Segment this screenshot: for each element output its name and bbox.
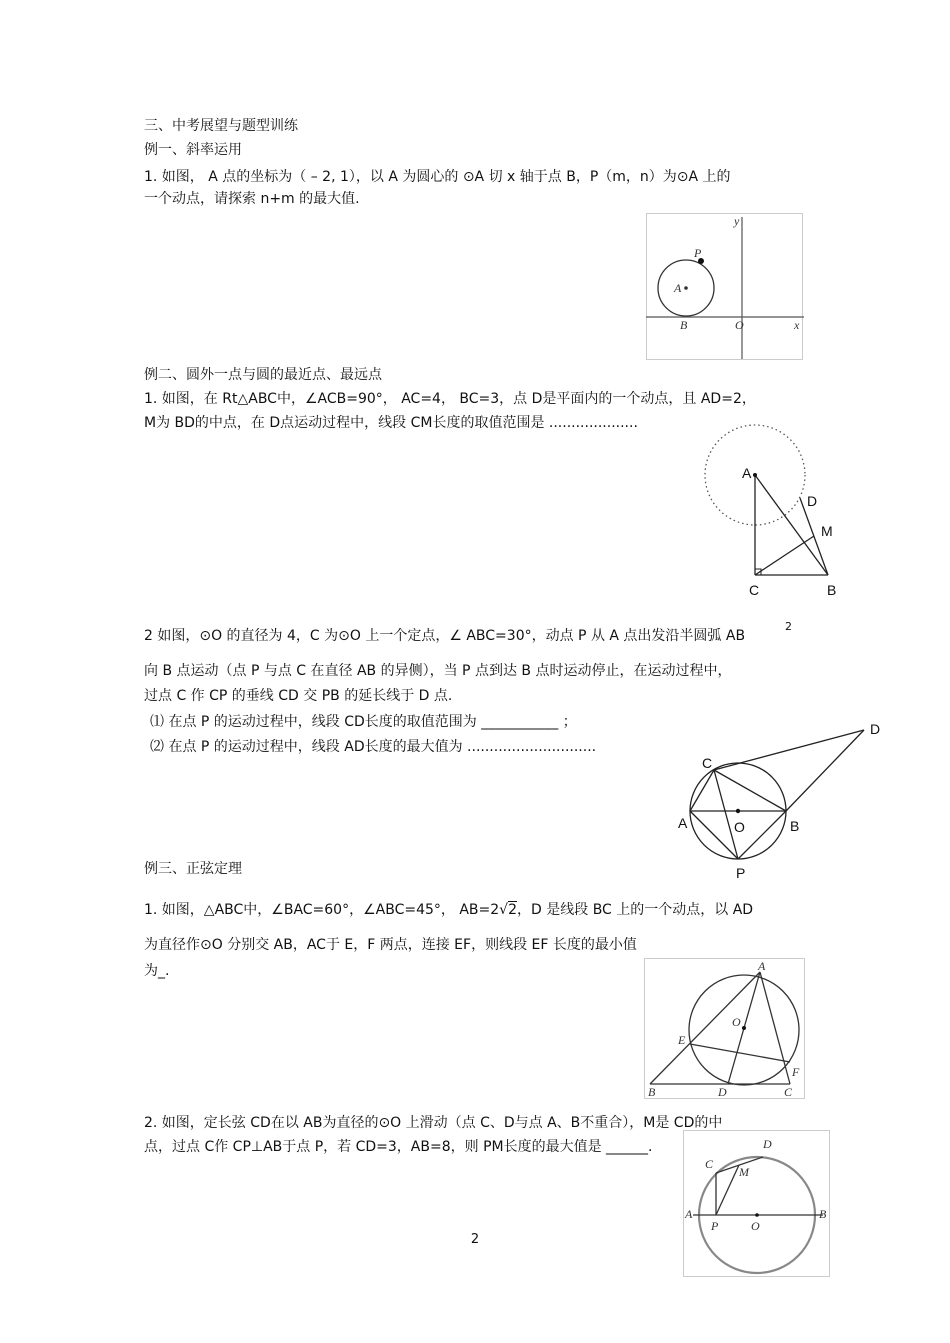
label-a: A bbox=[674, 281, 682, 295]
ex3-q1-text-post: ，D 是线段 BC 上的一个动点，以 AD bbox=[517, 902, 754, 918]
label-a: A bbox=[678, 815, 688, 831]
label-x: x bbox=[794, 318, 800, 332]
label-m: M bbox=[821, 523, 833, 539]
example-3-heading: 例三、正弦定理 bbox=[144, 861, 242, 877]
label-c: C bbox=[749, 582, 760, 598]
ex2-q2-sub1: ⑴ 在点 P 的运动过程中，线段 CD长度的取值范围为 ___________ ； bbox=[150, 714, 577, 730]
label-b: B bbox=[790, 818, 800, 834]
sqrt-symbol: √2 bbox=[499, 902, 518, 918]
label-d: D bbox=[807, 493, 818, 509]
ex3-q1-text-pre: 1. 如图，△ABC中，∠BAC=60°，∠ABC=45°， AB=2 bbox=[144, 902, 500, 918]
ex3-q1-line3: 为_. bbox=[144, 963, 170, 979]
label-d: D bbox=[763, 1137, 772, 1151]
ex1-q1-line2: 一个动点，请探索 n+m 的最大值. bbox=[144, 191, 360, 207]
label-d: D bbox=[870, 721, 881, 737]
ex2-q2-line2: 向 B 点运动（点 P 与点 C 在直径 AB 的异侧），当 P 点到达 B 点时运动停止，在运动过程中， bbox=[144, 663, 732, 679]
label-m: M bbox=[739, 1165, 749, 1179]
ex2-q1-line2: M为 BD的中点，在 D点运动过程中，线段 CM长度的取值范围是 .................... bbox=[144, 415, 638, 431]
label-p: P bbox=[711, 1219, 719, 1233]
label-o: O bbox=[751, 1219, 760, 1233]
label-b: B bbox=[680, 318, 688, 332]
ex3-figure-2 bbox=[683, 1130, 833, 1280]
label-f: F bbox=[792, 1065, 800, 1079]
ex2-figure-2 bbox=[670, 716, 890, 886]
page-number: 2 bbox=[470, 1232, 480, 1247]
label-c: C bbox=[705, 1157, 714, 1171]
ex3-q2-line2: 点，过点 C作 CP⊥AB于点 P，若 CD=3，AB=8，则 PM长度的最大值是 ______. bbox=[144, 1139, 653, 1155]
ex3-q2-line1: 2. 如图，定长弦 CD在以 AB为直径的⊙O 上滑动（点 C、D与点 A、B不重合），M是 CD的中 bbox=[144, 1115, 723, 1131]
ex3-q1-line2: 为直径作⊙O 分别交 AB，AC于 E，F 两点，连接 EF，则线段 EF 长度的最小值 bbox=[144, 937, 637, 953]
label-a: A bbox=[758, 959, 766, 973]
sqrt-radicand: 2 bbox=[508, 902, 518, 918]
label-a: A bbox=[742, 465, 752, 481]
ex2-figure-1 bbox=[700, 420, 850, 605]
ex2-q2-sub2: ⑵ 在点 P 的运动过程中，线段 AD长度的最大值为 ............................. bbox=[150, 739, 597, 755]
label-e: E bbox=[678, 1033, 686, 1047]
ex2-q2-line1: 2 如图，⊙O 的直径为 4，C 为⊙O 上一个定点，∠ ABC=30°，动点 P 从 A 点出发沿半圆弧 AB bbox=[144, 628, 746, 644]
label-o: O bbox=[735, 318, 744, 332]
label-b: B bbox=[648, 1085, 656, 1099]
label-y: y bbox=[734, 214, 740, 228]
label-a: A bbox=[685, 1207, 693, 1221]
label-c: C bbox=[784, 1085, 793, 1099]
label-b: B bbox=[827, 582, 837, 598]
label-p: P bbox=[736, 865, 746, 881]
label-d: D bbox=[718, 1085, 727, 1099]
ex3-q1-line1 bbox=[144, 901, 753, 919]
ex3-figure-1 bbox=[644, 958, 806, 1100]
section-title: 三、中考展望与题型训练 bbox=[144, 118, 298, 134]
label-o: O bbox=[732, 1015, 741, 1029]
example-2-heading: 例二、圆外一点与圆的最近点、最远点 bbox=[144, 367, 382, 383]
arc-mark: 2 bbox=[785, 620, 792, 633]
ex1-figure bbox=[646, 213, 806, 361]
label-p: P bbox=[694, 246, 702, 260]
example-1-heading: 例一、斜率运用 bbox=[144, 142, 242, 158]
label-b: B bbox=[819, 1207, 827, 1221]
ex1-q1-line1: 1. 如图， A 点的坐标为（ – 2, 1），以 A 为圆心的 ⊙A 切 x 轴于点 B，P（m，n）为⊙A 上的 bbox=[144, 169, 731, 185]
ex2-q1-line1: 1. 如图，在 Rt△ABC中，∠ACB=90°， AC=4， BC=3，点 D是平面内的一个动点，且 AD=2， bbox=[144, 391, 756, 407]
label-o: O bbox=[734, 819, 745, 835]
label-c: C bbox=[702, 755, 713, 771]
ex2-q2-line3: 过点 C 作 CP 的垂线 CD 交 PB 的延长线于 D 点. bbox=[144, 688, 453, 704]
